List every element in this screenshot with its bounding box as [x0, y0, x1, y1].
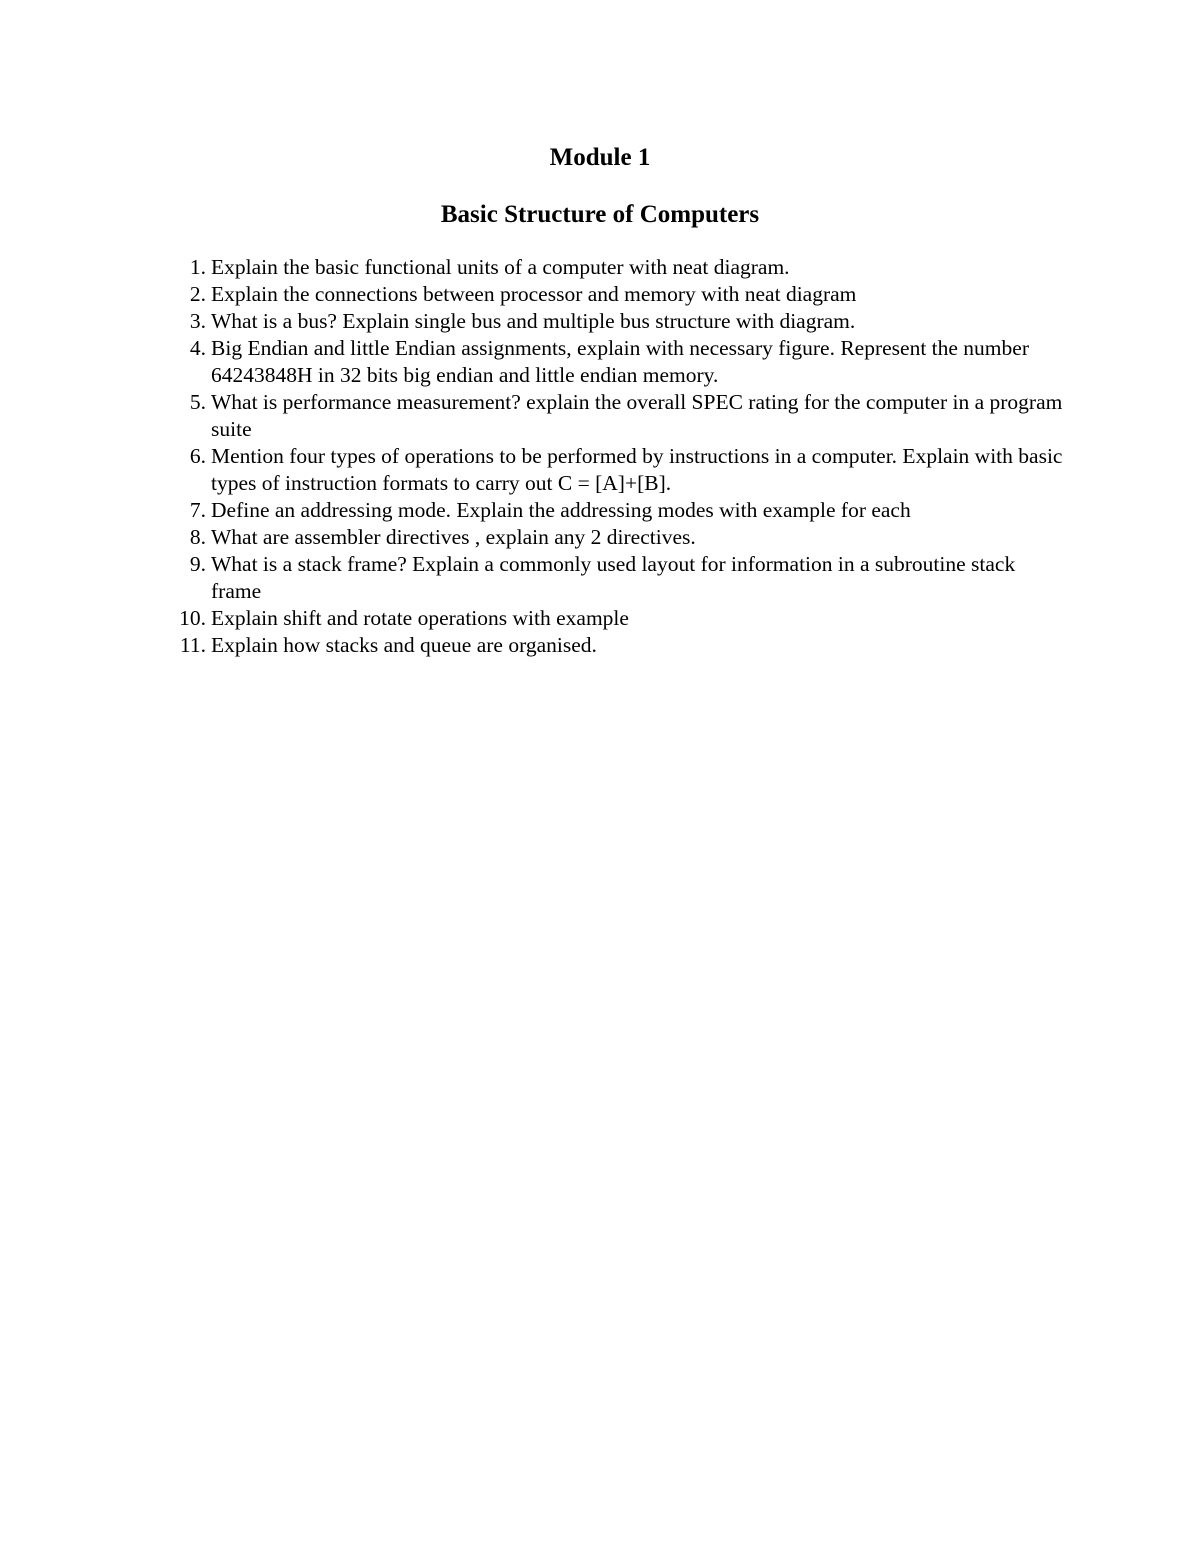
section-title: Basic Structure of Computers — [440, 201, 760, 228]
question-item — [168, 443, 1068, 497]
question-text: Define an addressing mode. Explain the addressing modes with example for each — [211, 498, 911, 522]
question-item — [168, 335, 1068, 389]
question-text: Explain the basic functional units of a computer with neat diagram. — [211, 255, 790, 279]
question-text: Explain how stacks and queue are organised. — [211, 633, 597, 657]
question-text: What is performance measurement? explain the overall SPEC rating for the computer in a program suite — [211, 390, 1063, 441]
question-number: 2. — [189, 282, 206, 306]
question-number: 4. — [189, 336, 206, 360]
question-text: What is a bus? Explain single bus and multiple bus structure with diagram. — [211, 309, 856, 333]
question-text: Explain shift and rotate operations with example — [211, 606, 629, 630]
question-number: 11. — [179, 633, 206, 657]
question-item — [168, 605, 1068, 632]
module-title: Module 1 — [549, 144, 651, 171]
question-number: 7. — [189, 498, 206, 522]
question-number: 5. — [189, 390, 206, 414]
question-list — [168, 254, 1068, 659]
question-text: What is a stack frame? Explain a commonly used layout for information in a subroutine stack frame — [211, 552, 1016, 603]
question-item — [168, 524, 1068, 551]
question-item — [168, 281, 1068, 308]
question-number: 9. — [189, 552, 206, 576]
question-item — [168, 551, 1068, 605]
question-number: 1. — [189, 255, 206, 279]
question-number: 8. — [189, 525, 206, 549]
question-number: 6. — [189, 444, 206, 468]
question-number: 3. — [189, 309, 206, 333]
question-number: 10. — [179, 606, 206, 630]
question-text: Big Endian and little Endian assignments, explain with necessary figure. Represent the number 64243848H in 32 bits big endian and little endian memory. — [211, 336, 1029, 387]
question-item — [168, 497, 1068, 524]
question-text: Explain the connections between processor and memory with neat diagram — [211, 282, 857, 306]
question-item — [168, 389, 1068, 443]
question-text: Mention four types of operations to be performed by instructions in a computer. Explain with basic types of instruction formats to carry out C = [A]+[B]. — [211, 444, 1063, 495]
question-item — [168, 632, 1068, 659]
question-text: What are assembler directives , explain any 2 directives. — [211, 525, 696, 549]
question-item — [168, 254, 1068, 281]
question-item — [168, 308, 1068, 335]
